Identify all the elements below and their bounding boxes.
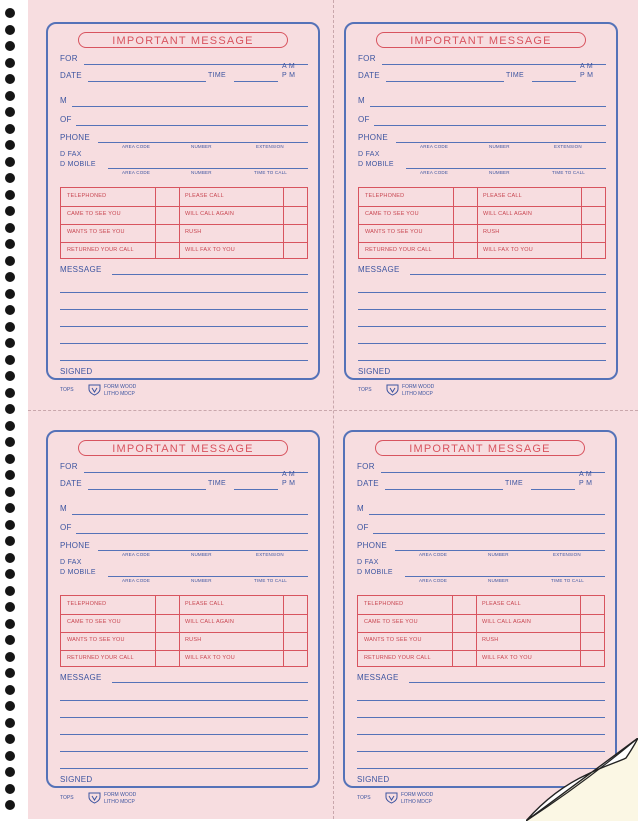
perforation-horizontal: [28, 410, 638, 411]
am-label: A M: [580, 63, 593, 70]
checkbox-will-call-again: WILL CALL AGAIN: [185, 211, 235, 217]
message-line[interactable]: [409, 682, 605, 683]
message-line[interactable]: [60, 734, 308, 735]
footer-brand-line1: FORM WOOD: [104, 384, 137, 390]
mobile-label: D MOBILE: [357, 569, 393, 576]
binding-hole: [5, 800, 15, 810]
mobile-number: NUMBER: [488, 578, 509, 583]
for-label: FOR: [60, 462, 78, 471]
mobile-label: D MOBILE: [60, 161, 96, 168]
date-line[interactable]: [88, 489, 206, 490]
binding-hole: [5, 536, 15, 546]
binding-hole: [5, 239, 15, 249]
form-title: IMPORTANT MESSAGE: [376, 32, 586, 48]
form-title: IMPORTANT MESSAGE: [375, 440, 585, 456]
date-line[interactable]: [385, 489, 503, 490]
m-label: M: [358, 96, 365, 105]
phone-number: NUMBER: [191, 552, 212, 557]
date-label: DATE: [358, 71, 380, 80]
binding-hole: [5, 8, 15, 18]
phone-area-code: AREA CODE: [122, 144, 151, 149]
phone-number: NUMBER: [191, 144, 212, 149]
checkbox-will-call-again: WILL CALL AGAIN: [483, 211, 533, 217]
time-line[interactable]: [531, 489, 575, 490]
phone-area-code: AREA CODE: [419, 552, 448, 557]
footer-brand-line2: LITHO MDCP: [104, 799, 135, 805]
checkbox-please-call: PLEASE CALL: [185, 193, 224, 199]
message-line[interactable]: [357, 717, 605, 718]
of-line[interactable]: [374, 125, 606, 126]
form-title: IMPORTANT MESSAGE: [78, 440, 288, 456]
fax-label: D FAX: [357, 559, 379, 566]
phone-number: NUMBER: [489, 144, 510, 149]
m-line[interactable]: [369, 514, 605, 515]
binding-hole: [5, 421, 15, 431]
footer-brand-line1: FORM WOOD: [401, 792, 434, 798]
message-line[interactable]: [357, 734, 605, 735]
message-line[interactable]: [358, 292, 606, 293]
footer-brand-line1: FORM WOOD: [104, 792, 137, 798]
pm-label: P M: [282, 72, 296, 79]
checkbox-grid: [358, 187, 606, 259]
binding-hole: [5, 338, 15, 348]
of-label: OF: [357, 523, 369, 532]
binding-hole: [5, 602, 15, 612]
checkbox-please-call: PLEASE CALL: [483, 193, 522, 199]
checkbox-came-to-see-you: CAME TO SEE YOU: [365, 211, 419, 217]
binding-hole: [5, 41, 15, 51]
binding-hole: [5, 437, 15, 447]
footer-brand-line1: FORM WOOD: [402, 384, 435, 390]
date-label: DATE: [357, 479, 379, 488]
binding-hole: [5, 74, 15, 84]
phone-label: PHONE: [60, 541, 90, 550]
binding-hole: [5, 140, 15, 150]
footer-code: TOPS: [60, 795, 74, 801]
binding-hole: [5, 569, 15, 579]
checkbox-wants-to-see-you: WANTS TO SEE YOU: [67, 637, 125, 643]
binding-hole: [5, 58, 15, 68]
binding-hole: [5, 91, 15, 101]
binding-hole: [5, 503, 15, 513]
checkbox-rush: RUSH: [482, 637, 499, 643]
mobile-line[interactable]: [108, 168, 308, 169]
m-label: M: [357, 504, 364, 513]
mobile-time-to-call: TIME TO CALL: [552, 170, 585, 175]
binding-hole: [5, 190, 15, 200]
binding-hole: [5, 173, 15, 183]
phone-label: PHONE: [357, 541, 387, 550]
checkbox-wants-to-see-you: WANTS TO SEE YOU: [365, 229, 423, 235]
phone-area-code: AREA CODE: [122, 552, 151, 557]
binding-hole: [5, 25, 15, 35]
checkbox-returned-your-call: RETURNED YOUR CALL: [67, 247, 134, 253]
binding-hole: [5, 157, 15, 167]
message-line[interactable]: [60, 700, 308, 701]
mobile-number: NUMBER: [191, 578, 212, 583]
binding-hole: [5, 751, 15, 761]
binding-hole: [5, 553, 15, 563]
m-line[interactable]: [72, 514, 308, 515]
footer-brand-line2: LITHO MDCP: [104, 391, 135, 397]
checkbox-telephoned: TELEPHONED: [67, 601, 107, 607]
of-label: OF: [60, 115, 72, 124]
am-label: A M: [282, 63, 295, 70]
of-label: OF: [60, 523, 72, 532]
signed-label: SIGNED: [357, 775, 390, 784]
checkbox-returned-your-call: RETURNED YOUR CALL: [365, 247, 432, 253]
of-line[interactable]: [76, 533, 308, 534]
phone-line[interactable]: [395, 550, 605, 551]
message-form: [46, 22, 320, 380]
time-line[interactable]: [532, 81, 576, 82]
time-label: TIME: [208, 480, 226, 487]
mobile-number: NUMBER: [489, 170, 510, 175]
message-label: MESSAGE: [358, 265, 400, 274]
brand-logo-icon: [385, 792, 398, 804]
message-line[interactable]: [358, 326, 606, 327]
phone-line[interactable]: [396, 142, 606, 143]
phone-extension: EXTENSION: [554, 144, 582, 149]
message-line[interactable]: [358, 343, 606, 344]
message-line[interactable]: [358, 309, 606, 310]
message-line[interactable]: [60, 768, 308, 769]
footer-code: TOPS: [60, 387, 74, 393]
phone-label: PHONE: [358, 133, 388, 142]
binding-hole: [5, 487, 15, 497]
binding-hole: [5, 619, 15, 629]
checkbox-came-to-see-you: CAME TO SEE YOU: [67, 619, 121, 625]
binding-hole: [5, 685, 15, 695]
message-line[interactable]: [357, 700, 605, 701]
for-label: FOR: [357, 462, 375, 471]
mobile-line[interactable]: [108, 576, 308, 577]
mobile-label: D MOBILE: [358, 161, 394, 168]
message-label: MESSAGE: [60, 673, 102, 682]
time-line[interactable]: [234, 81, 278, 82]
footer-code: TOPS: [358, 387, 372, 393]
binding-hole: [5, 734, 15, 744]
checkbox-wants-to-see-you: WANTS TO SEE YOU: [67, 229, 125, 235]
for-label: FOR: [60, 54, 78, 63]
message-line[interactable]: [60, 343, 308, 344]
mobile-area-code: AREA CODE: [122, 578, 151, 583]
binding-hole: [5, 470, 15, 480]
binding-hole: [5, 635, 15, 645]
message-line[interactable]: [60, 717, 308, 718]
form-title: IMPORTANT MESSAGE: [78, 32, 288, 48]
time-label: TIME: [208, 72, 226, 79]
fax-label: D FAX: [60, 559, 82, 566]
phone-label: PHONE: [60, 133, 90, 142]
binding-hole: [5, 701, 15, 711]
binding-hole: [5, 223, 15, 233]
time-line[interactable]: [234, 489, 278, 490]
pm-label: P M: [579, 480, 593, 487]
mobile-number: NUMBER: [191, 170, 212, 175]
message-line[interactable]: [112, 274, 308, 275]
phone-line[interactable]: [98, 142, 308, 143]
phone-extension: EXTENSION: [553, 552, 581, 557]
brand-logo-icon: [88, 384, 101, 396]
message-label: MESSAGE: [60, 265, 102, 274]
binding-hole: [5, 289, 15, 299]
for-label: FOR: [358, 54, 376, 63]
binding-hole: [5, 256, 15, 266]
checkbox-rush: RUSH: [185, 229, 202, 235]
of-label: OF: [358, 115, 370, 124]
binding-hole: [5, 371, 15, 381]
m-line[interactable]: [370, 106, 606, 107]
fax-label: D FAX: [60, 151, 82, 158]
mobile-area-code: AREA CODE: [419, 578, 448, 583]
fax-label: D FAX: [358, 151, 380, 158]
checkbox-came-to-see-you: CAME TO SEE YOU: [67, 211, 121, 217]
m-label: M: [60, 96, 67, 105]
brand-logo-icon: [386, 384, 399, 396]
checkbox-telephoned: TELEPHONED: [364, 601, 404, 607]
time-label: TIME: [505, 480, 523, 487]
pm-label: P M: [282, 480, 296, 487]
phone-line[interactable]: [98, 550, 308, 551]
time-label: TIME: [506, 72, 524, 79]
checkbox-will-fax-to-you: WILL FAX TO YOU: [185, 655, 235, 661]
checkbox-will-call-again: WILL CALL AGAIN: [482, 619, 532, 625]
phone-number: NUMBER: [488, 552, 509, 557]
checkbox-rush: RUSH: [483, 229, 500, 235]
message-line[interactable]: [358, 360, 606, 361]
phone-extension: EXTENSION: [256, 552, 284, 557]
checkbox-will-call-again: WILL CALL AGAIN: [185, 619, 235, 625]
message-form: [343, 430, 617, 788]
for-line[interactable]: [381, 472, 605, 473]
footer-brand-line2: LITHO MDCP: [401, 799, 432, 805]
footer-code: TOPS: [357, 795, 371, 801]
mobile-time-to-call: TIME TO CALL: [551, 578, 584, 583]
page-curl-icon: [526, 738, 638, 821]
checkbox-telephoned: TELEPHONED: [365, 193, 405, 199]
of-line[interactable]: [76, 125, 308, 126]
binding-hole: [5, 322, 15, 332]
signed-label: SIGNED: [60, 775, 93, 784]
mobile-area-code: AREA CODE: [122, 170, 151, 175]
message-line[interactable]: [112, 682, 308, 683]
am-label: A M: [282, 471, 295, 478]
checkbox-returned-your-call: RETURNED YOUR CALL: [67, 655, 134, 661]
signed-label: SIGNED: [60, 367, 93, 376]
binding-hole: [5, 305, 15, 315]
binding-hole: [5, 520, 15, 530]
checkbox-rush: RUSH: [185, 637, 202, 643]
checkbox-telephoned: TELEPHONED: [67, 193, 107, 199]
checkbox-will-fax-to-you: WILL FAX TO YOU: [482, 655, 532, 661]
m-line[interactable]: [72, 106, 308, 107]
date-label: DATE: [60, 479, 82, 488]
message-line[interactable]: [60, 326, 308, 327]
phone-extension: EXTENSION: [256, 144, 284, 149]
mobile-area-code: AREA CODE: [420, 170, 449, 175]
binding-hole: [5, 404, 15, 414]
footer-brand-line2: LITHO MDCP: [402, 391, 433, 397]
binding-hole: [5, 206, 15, 216]
date-label: DATE: [60, 71, 82, 80]
checkbox-please-call: PLEASE CALL: [185, 601, 224, 607]
binding-hole: [5, 586, 15, 596]
binding-hole: [5, 355, 15, 365]
mobile-line[interactable]: [406, 168, 606, 169]
binding-hole: [5, 124, 15, 134]
checkbox-please-call: PLEASE CALL: [482, 601, 521, 607]
signed-label: SIGNED: [358, 367, 391, 376]
am-label: A M: [579, 471, 592, 478]
message-line[interactable]: [60, 292, 308, 293]
checkbox-grid: [60, 187, 308, 259]
pm-label: P M: [580, 72, 594, 79]
message-line[interactable]: [60, 309, 308, 310]
binding-hole: [5, 668, 15, 678]
mobile-label: D MOBILE: [60, 569, 96, 576]
checkbox-grid: [60, 595, 308, 667]
for-line[interactable]: [382, 64, 606, 65]
message-line[interactable]: [60, 360, 308, 361]
of-line[interactable]: [373, 533, 605, 534]
message-form: [344, 22, 618, 380]
date-line[interactable]: [88, 81, 206, 82]
mobile-time-to-call: TIME TO CALL: [254, 578, 287, 583]
mobile-time-to-call: TIME TO CALL: [254, 170, 287, 175]
for-line[interactable]: [84, 64, 308, 65]
date-line[interactable]: [386, 81, 504, 82]
brand-logo-icon: [88, 792, 101, 804]
message-label: MESSAGE: [357, 673, 399, 682]
checkbox-wants-to-see-you: WANTS TO SEE YOU: [364, 637, 422, 643]
binding-hole: [5, 652, 15, 662]
binding-hole: [5, 718, 15, 728]
phone-area-code: AREA CODE: [420, 144, 449, 149]
mobile-line[interactable]: [405, 576, 605, 577]
binding-hole: [5, 388, 15, 398]
binding-hole: [5, 107, 15, 117]
for-line[interactable]: [84, 472, 308, 473]
checkbox-grid: [357, 595, 605, 667]
message-line[interactable]: [410, 274, 606, 275]
checkbox-will-fax-to-you: WILL FAX TO YOU: [185, 247, 235, 253]
message-form: [46, 430, 320, 788]
m-label: M: [60, 504, 67, 513]
binding-hole: [5, 784, 15, 794]
checkbox-returned-your-call: RETURNED YOUR CALL: [364, 655, 431, 661]
binding-hole: [5, 272, 15, 282]
message-line[interactable]: [60, 751, 308, 752]
checkbox-came-to-see-you: CAME TO SEE YOU: [364, 619, 418, 625]
binding-holes: [5, 8, 19, 818]
checkbox-will-fax-to-you: WILL FAX TO YOU: [483, 247, 533, 253]
binding-hole: [5, 767, 15, 777]
binding-hole: [5, 454, 15, 464]
